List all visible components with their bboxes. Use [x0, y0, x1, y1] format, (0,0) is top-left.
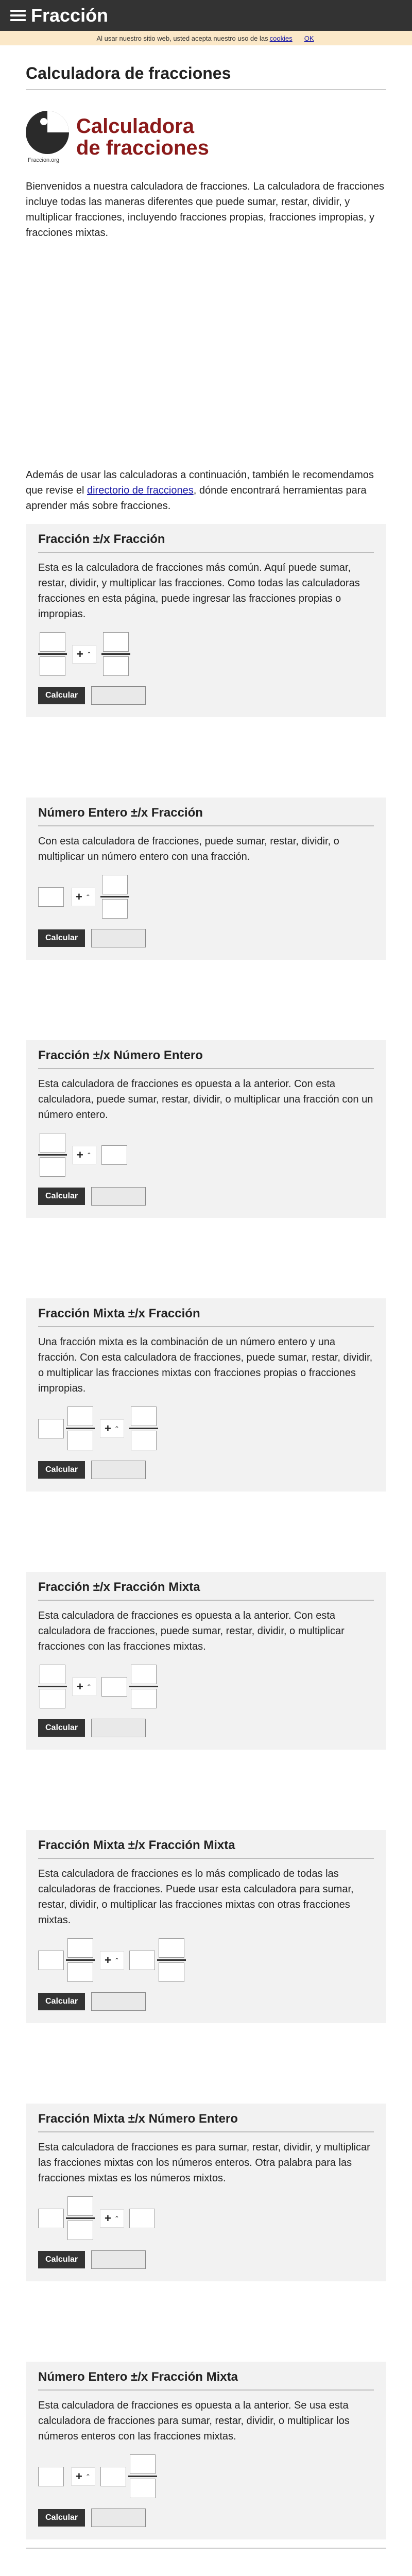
- whole-number-input[interactable]: [101, 1145, 127, 1165]
- numerator-input[interactable]: [159, 1938, 184, 1958]
- result-box: [91, 1719, 146, 1737]
- cookie-ok-button[interactable]: OK: [304, 34, 314, 42]
- top-navigation-bar: [0, 0, 412, 31]
- fraction-directory-link[interactable]: directorio de fracciones: [87, 485, 194, 496]
- result-box: [91, 1187, 146, 1206]
- calculator-title: Fracción Mixta ±/x Fracción Mixta: [38, 1838, 374, 1859]
- whole-number-input[interactable]: [129, 2209, 155, 2228]
- hamburger-menu-icon[interactable]: [10, 10, 26, 21]
- operator-select[interactable]: [72, 1677, 96, 1696]
- numerator-input[interactable]: [131, 1406, 157, 1426]
- denominator-input[interactable]: [67, 1431, 93, 1450]
- calculator-expression: [38, 875, 374, 919]
- calculator-expression: [38, 2454, 374, 2498]
- operator-value: +: [76, 2469, 82, 2483]
- calculate-button[interactable]: Calcular: [38, 2509, 85, 2527]
- numerator-input[interactable]: [67, 1938, 93, 1958]
- fraction-input: [129, 1406, 158, 1450]
- operator-value: +: [105, 1421, 111, 1435]
- calculator-description: Esta calculadora de fracciones es opuesta a la anterior. Se usa esta calculadora de fracciones para sumar, restar, dividir, o multiplicar los números enteros con las fracciones mixtas.: [38, 2400, 350, 2442]
- calculator-description: Esta calculadora de fracciones es lo más complicado de todas las calculadoras de fracciones. Puede usar esta calculadora para sumar, restar, dividir, o multiplicar las fracciones mixtas con otras fracciones mixtas.: [38, 1868, 354, 1926]
- calculate-button[interactable]: Calcular: [38, 2251, 85, 2268]
- calculator-title: Fracción ±/x Fracción: [38, 532, 374, 553]
- chevron-down-icon: ⌃: [85, 2472, 91, 2480]
- calculator-description: Esta es la calculadora de fracciones más común. Aquí puede sumar, restar, dividir, y multiplicar las fracciones. Como todas las calculadoras fracciones en esta página, puede ingresar las fracciones propias o impropias.: [38, 562, 360, 620]
- fraction-input: [157, 1938, 186, 1982]
- cookie-text: Al usar nuestro sitio web, usted acepta nuestro uso de las: [96, 34, 268, 42]
- intro-paragraph: Bienvenidos a nuestra calculadora de fracciones. La calculadora de fracciones incluye todas las maneras diferentes que puede sumar, restar, dividir, y multiplicar fracciones, incluyendo fracciones propias, fracciones impropias, y fracciones mixtas.: [26, 181, 384, 239]
- logo-line-2: de fracciones: [76, 137, 209, 159]
- result-box: [91, 2509, 146, 2527]
- calculate-button[interactable]: Calcular: [38, 929, 85, 947]
- numerator-input[interactable]: [103, 632, 129, 652]
- calculator-title: Fracción Mixta ±/x Número Entero: [38, 2112, 374, 2132]
- calculator-expression: [38, 2196, 374, 2240]
- calculator-title: Número Entero ±/x Fracción: [38, 806, 374, 826]
- directory-text-after: , dónde encontrará herramientas para aprender más sobre fracciones.: [26, 485, 367, 512]
- chevron-down-icon: ⌃: [114, 2214, 119, 2222]
- calculator-title: Fracción Mixta ±/x Fracción: [38, 1307, 374, 1327]
- denominator-input[interactable]: [131, 1689, 157, 1708]
- denominator-input[interactable]: [67, 1962, 93, 1982]
- whole-number-input[interactable]: [38, 2209, 64, 2228]
- operator-select[interactable]: [100, 1951, 124, 1970]
- calculator-mixed-fraction: [26, 1298, 386, 1492]
- logo-line-1: Calculadora: [76, 115, 194, 138]
- operator-select[interactable]: [72, 1146, 96, 1164]
- calculate-button[interactable]: Calcular: [38, 1188, 85, 1205]
- result-box: [91, 2250, 146, 2269]
- operator-value: +: [77, 1680, 83, 1693]
- fraction-input: [38, 1133, 67, 1177]
- whole-number-input[interactable]: [38, 2467, 64, 2486]
- ad-space: [26, 2549, 386, 2576]
- denominator-input[interactable]: [159, 1962, 184, 1982]
- directory-paragraph: [26, 467, 386, 514]
- denominator-input[interactable]: [131, 1431, 157, 1450]
- operator-select[interactable]: [72, 645, 96, 664]
- calculate-button[interactable]: Calcular: [38, 1719, 85, 1737]
- calculator-description: Esta calculadora de fracciones es opuesta a la anterior. Con esta calculadora de fracciones, puede sumar, restar, dividir, o multiplicar fracciones con las fracciones mixtas.: [38, 1610, 345, 1652]
- fraction-input: [129, 1665, 158, 1708]
- operator-select[interactable]: [71, 2467, 95, 2486]
- operator-select[interactable]: [100, 1419, 124, 1438]
- denominator-input[interactable]: [40, 1689, 65, 1708]
- calculator-title: Fracción ±/x Número Entero: [38, 1048, 374, 1069]
- calculator-description: Esta calculadora de fracciones es opuesta a la anterior. Con esta calculadora, puede sumar, restar, dividir, o multiplicar una fracción con un número entero.: [38, 1078, 373, 1121]
- chevron-down-icon: ⌃: [86, 1151, 92, 1159]
- operator-value: +: [77, 647, 83, 660]
- numerator-input[interactable]: [67, 2196, 93, 2216]
- calculator-whole-fraction: [26, 798, 386, 960]
- chevron-down-icon: ⌃: [85, 893, 91, 901]
- result-box: [91, 929, 146, 947]
- calculator-whole-mixed: [26, 2362, 386, 2539]
- site-brand[interactable]: Fracción: [31, 5, 109, 26]
- logo-subtitle: Fraccion.org: [28, 157, 60, 163]
- fraction-input: [66, 2196, 95, 2240]
- operator-value: +: [77, 1148, 83, 1161]
- denominator-input[interactable]: [130, 2479, 156, 2498]
- calculator-fraction-mixed: [26, 1572, 386, 1750]
- fraction-input: [128, 2454, 157, 2498]
- calculator-title: Fracción ±/x Fracción Mixta: [38, 1580, 374, 1601]
- fraction-input: [66, 1406, 95, 1450]
- whole-number-input[interactable]: [129, 1951, 155, 1970]
- calculator-fraction-whole: [26, 1040, 386, 1218]
- numerator-input[interactable]: [40, 1665, 65, 1684]
- calculator-mixed-mixed: [26, 1830, 386, 2023]
- operator-value: +: [105, 1953, 111, 1967]
- chevron-down-icon: ⌃: [114, 1956, 119, 1964]
- main-content: [26, 45, 386, 2576]
- calculator-expression: [38, 1133, 374, 1177]
- directory-text-before: Además de usar las calculadoras a continuación, también le recomendamos que revise el: [26, 469, 374, 496]
- calculator-description: Con esta calculadora de fracciones, puede sumar, restar, dividir, o multiplicar un número entero con una fracción.: [38, 836, 339, 862]
- fraction-input: [101, 632, 130, 676]
- whole-number-input[interactable]: [38, 1419, 64, 1438]
- calculator-expression: [38, 1406, 374, 1450]
- calculator-fraction-fraction: [26, 524, 386, 717]
- operator-select[interactable]: [100, 2209, 124, 2228]
- pie-logo-icon: [26, 111, 69, 154]
- numerator-input[interactable]: [40, 1133, 65, 1153]
- denominator-input[interactable]: [40, 656, 65, 676]
- fraction-input: [66, 1938, 95, 1982]
- result-box: [91, 686, 146, 705]
- site-logo: [26, 111, 386, 163]
- whole-number-input[interactable]: [100, 2467, 126, 2486]
- operator-select[interactable]: [71, 888, 95, 906]
- page-title: Calculadora de fracciones: [26, 64, 386, 90]
- calculator-mixed-whole: [26, 2104, 386, 2281]
- fraction-input: [38, 632, 67, 676]
- denominator-input[interactable]: [103, 656, 129, 676]
- denominator-input[interactable]: [102, 899, 128, 919]
- calculator-description: Una fracción mixta es la combinación de un número entero y una fracción. Con esta calculadora de fracciones, puede sumar, restar, dividir, o multiplicar las fracciones mixtas con fracciones propias o fracciones impropias.: [38, 1336, 373, 1394]
- fraction-input: [38, 1665, 67, 1708]
- whole-number-input[interactable]: [101, 1677, 127, 1697]
- result-box: [91, 1461, 146, 1479]
- calculator-description: Esta calculadora de fracciones es para sumar, restar, dividir, y multiplicar las fracciones mixtas con los números enteros. Otra palabra para las fracciones mixtas es los números mixtos.: [38, 2142, 370, 2184]
- denominator-input[interactable]: [67, 2221, 93, 2240]
- operator-value: +: [76, 890, 82, 903]
- cookies-link[interactable]: cookies: [269, 34, 293, 42]
- chevron-down-icon: ⌃: [86, 650, 92, 658]
- calculator-expression: [38, 1665, 374, 1708]
- chevron-down-icon: ⌃: [114, 1425, 119, 1432]
- calculator-title: Número Entero ±/x Fracción Mixta: [38, 2370, 374, 2391]
- whole-number-input[interactable]: [38, 1951, 64, 1970]
- numerator-input[interactable]: [40, 632, 65, 652]
- numerator-input[interactable]: [102, 875, 128, 894]
- operator-value: +: [105, 2211, 111, 2225]
- cookie-notice: [0, 31, 412, 45]
- fraction-input: [100, 875, 129, 919]
- ad-space: [26, 251, 386, 467]
- numerator-input[interactable]: [130, 2454, 156, 2474]
- calculate-button[interactable]: Calcular: [38, 687, 85, 704]
- calculator-expression: [38, 1938, 374, 1982]
- calculator-expression: [38, 632, 374, 676]
- numerator-input[interactable]: [131, 1665, 157, 1684]
- calculate-button[interactable]: Calcular: [38, 1993, 85, 2010]
- chevron-down-icon: ⌃: [86, 1683, 92, 1690]
- whole-number-input[interactable]: [38, 887, 64, 907]
- calculate-button[interactable]: Calcular: [38, 1461, 85, 1479]
- denominator-input[interactable]: [40, 1157, 65, 1177]
- numerator-input[interactable]: [67, 1406, 93, 1426]
- result-box: [91, 1992, 146, 2011]
